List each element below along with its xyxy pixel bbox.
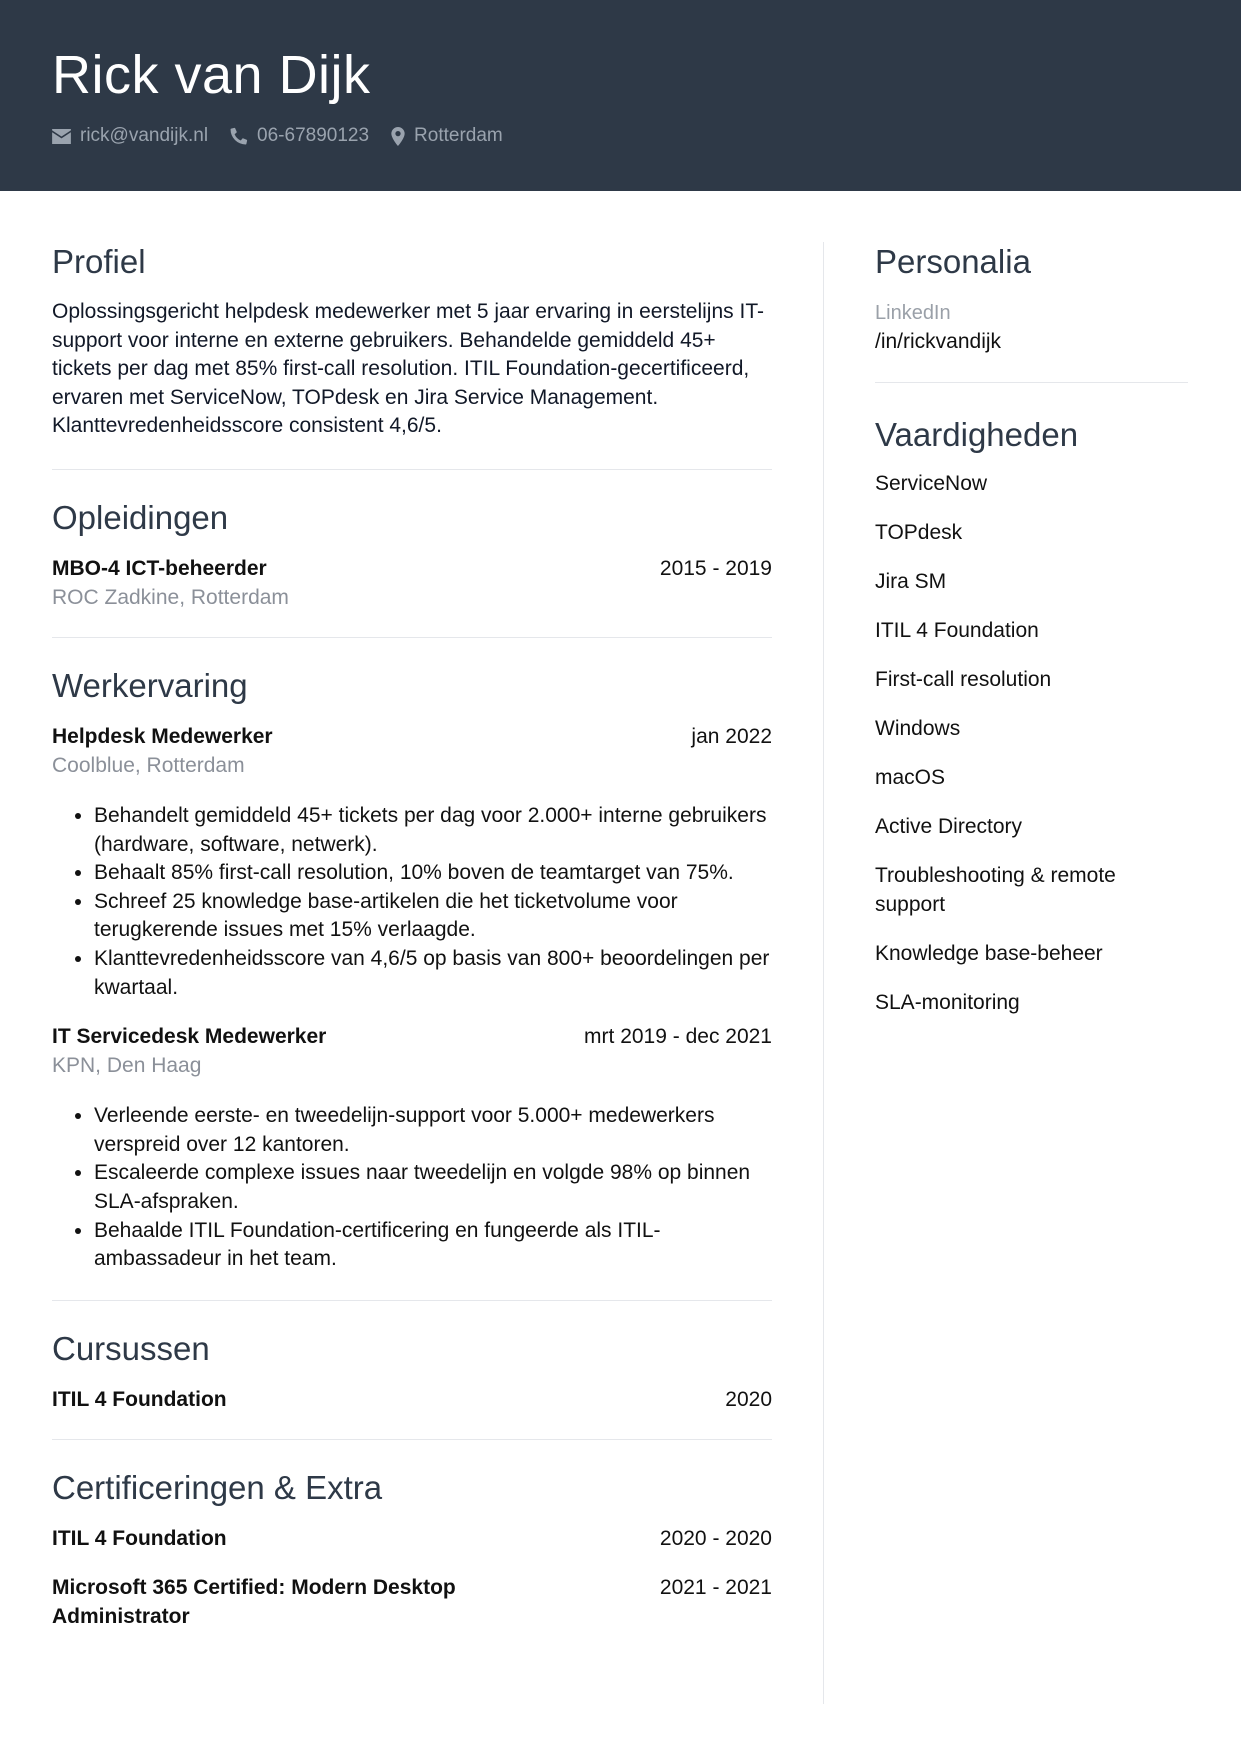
contact-bar (52, 122, 525, 150)
job-bullet: • Klanttevredenheidsscore van 4,6/5 op basis van 800+ beoordelingen per kwartaal. (94, 945, 772, 1002)
skill-item: Jira SM (875, 570, 947, 593)
main-column (52, 238, 772, 1631)
phone-text: 06-67890123 (257, 125, 370, 146)
section-title-skills: Vaardigheden (875, 416, 1079, 453)
section-divider (52, 1300, 772, 1301)
skill-item: Troubleshooting & remote support (875, 864, 1116, 916)
section-title-certifications: Certificeringen & Extra (52, 1468, 383, 1506)
course-year: 2020 (725, 1387, 772, 1411)
contact-phone[interactable] (230, 125, 369, 147)
section-title-education: Opleidingen (52, 498, 229, 536)
job-role: IT Servicedesk Medewerker (52, 1025, 327, 1049)
personal-section (875, 238, 1188, 356)
section-divider (875, 382, 1188, 383)
skill-item: ServiceNow (875, 472, 988, 495)
course-name: ITIL 4 Foundation (52, 1387, 227, 1411)
location-text: Rotterdam (414, 125, 503, 146)
profile-section (52, 238, 772, 441)
job-bullet: • Behaalt 85% first-call resolution, 10% boven de teamtarget van 75%. (94, 859, 772, 888)
education-school: ROC Zadkine, Rotterdam (52, 585, 289, 609)
job-role: Helpdesk Medewerker (52, 724, 273, 748)
certification-entry (52, 1573, 772, 1631)
job-bullets (52, 1102, 772, 1274)
section-title-experience: Werkervaring (52, 666, 248, 704)
certification-period: 2020 - 2020 (659, 1526, 772, 1550)
education-period: 2015 - 2019 (659, 556, 772, 580)
education-degree: MBO-4 ICT-beheerder (52, 556, 267, 580)
job-company: KPN, Den Haag (52, 1054, 202, 1078)
phone-icon (230, 127, 248, 145)
column-divider (823, 242, 824, 1704)
skills-section (875, 411, 1188, 1017)
skill-item: macOS (875, 766, 946, 789)
courses-section (52, 1325, 772, 1414)
envelope-icon (52, 129, 71, 144)
section-title-personal: Personalia (875, 243, 1031, 280)
education-entry (52, 554, 772, 612)
job-entry (52, 1022, 772, 1274)
skill-item: Knowledge base-beheer (875, 942, 1103, 965)
job-bullet: • Behaalde ITIL Foundation-certificering en fungeerde als ITIL-ambassadeur in het team. (94, 1217, 772, 1274)
experience-section (52, 662, 772, 1274)
candidate-name: Rick van Dijk (52, 45, 371, 105)
contact-location (391, 125, 503, 147)
section-divider (52, 637, 772, 638)
skills-list (875, 469, 1188, 1017)
job-bullets (52, 802, 772, 1002)
skill-item: ITIL 4 Foundation (875, 619, 1039, 642)
linkedin-label: LinkedIn (875, 302, 951, 324)
map-pin-icon (391, 127, 405, 146)
certifications-section (52, 1464, 772, 1631)
certification-name: ITIL 4 Foundation (52, 1526, 227, 1550)
job-bullet: • Schreef 25 knowledge base-artikelen die het ticketvolume voor terugkerende issues met 15% verlaagde. (94, 888, 772, 945)
skill-item: SLA-monitoring (875, 991, 1020, 1014)
job-bullet: • Escaleerde complexe issues naar tweedelijn en volgde 98% op binnen SLA-afspraken. (94, 1159, 772, 1216)
section-title-profile: Profiel (52, 243, 146, 280)
side-column (875, 238, 1188, 1037)
certification-entry (52, 1524, 772, 1553)
section-divider (52, 1439, 772, 1440)
contact-email[interactable] (52, 125, 208, 147)
section-divider (52, 469, 772, 470)
resume-header (0, 0, 1241, 191)
section-title-courses: Cursussen (52, 1329, 210, 1367)
profile-text: Oplossingsgericht helpdesk medewerker met 5 jaar ervaring in eerstelijns IT-support voor interne en externe gebruikers. Behandelde gemiddeld 45+ tickets per dag met 85% first-call resolution. ITIL Foundation-gecertificeerd, ervaren met ServiceNow, TOPdesk en Jira Service Management. Klanttevredenheidsscore consistent 4,6/5. (52, 300, 764, 438)
course-entry (52, 1385, 772, 1414)
linkedin-value[interactable]: /in/rickvandijk (875, 330, 1002, 353)
skill-item: TOPdesk (875, 521, 963, 544)
skill-item: Active Directory (875, 815, 1023, 838)
job-bullet: • Behandelt gemiddeld 45+ tickets per dag voor 2.000+ interne gebruikers (hardware, software, netwerk). (94, 802, 772, 859)
skill-item: First-call resolution (875, 668, 1052, 691)
certification-period: 2021 - 2021 (659, 1575, 772, 1599)
job-company: Coolblue, Rotterdam (52, 753, 245, 777)
education-section (52, 494, 772, 612)
job-bullet: • Verleende eerste- en tweedelijn-support voor 5.000+ medewerkers verspreid over 12 kantoren. (94, 1102, 772, 1159)
job-period: jan 2022 (691, 724, 772, 748)
skill-item: Windows (875, 717, 961, 740)
email-text: rick@vandijk.nl (80, 125, 209, 146)
job-entry (52, 722, 772, 1002)
job-period: mrt 2019 - dec 2021 (584, 1025, 772, 1049)
certification-name: Microsoft 365 Certified: Modern Desktop Administrator (52, 1575, 456, 1628)
